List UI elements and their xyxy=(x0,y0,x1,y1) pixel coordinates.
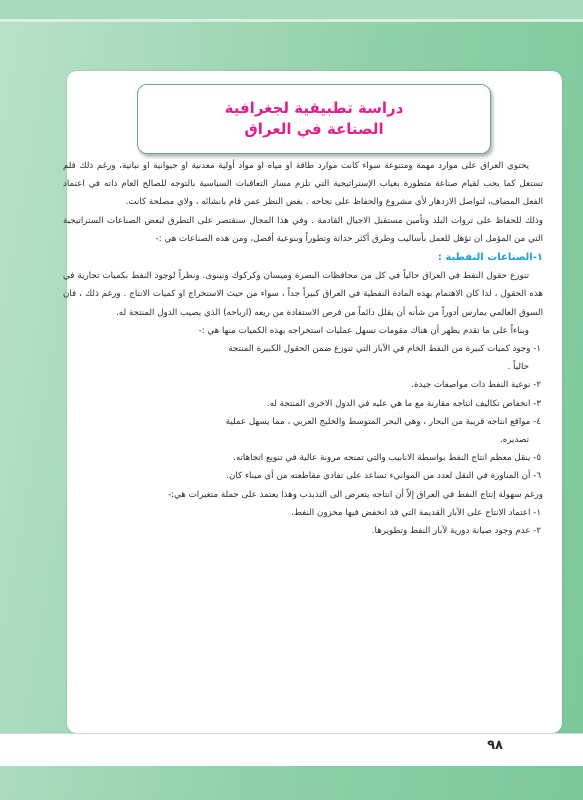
intro-paragraph-1: يحتوي العراق على موارد مهمة ومتنوعة سواء كانت موارد طاقة او مياه او مواد أولية معدنية او حيوانية او نباتية، ورغم ذلك فلم تستغل كما يجب لقيام صناعة متطورة بغياب الإستراتيجية التي تلزم مسار التعاقبات السياسية بالتوجه للصالح العام ذاته في اعتماد الفعل المضاف، لتواصل الازدهار لأي مشروع والحفاظ على نجاحه . بغض النظر عمن قام بانشائه ، ولاي مصلحة كانت. xyxy=(63,161,543,208)
variable-item-1: ١- اعتماد الانتاج على الآبار القديمة التي قد انخفض فيها مخزون النفط. xyxy=(291,507,541,518)
section-heading: ١-الصناعات النفطية : xyxy=(437,252,543,264)
list-item-4-cont: تصديره. xyxy=(499,435,529,446)
intro-paragraph-2: وذلك للحفاظ على ثروات البلد وتأمين مستقبل الاجيال القادمة . وفي هذا المجال سنقتصر على التطرق لبعض الصناعات الستراتيجية التي من المؤمل ان تؤهل للعمل بأساليب وطرق أكثر حداثة وتطوراً وبنوعية أفضل، ومن هذه الصناعات هي :- xyxy=(63,215,543,244)
variable-item-2: ٢- عدم وجود صيانة دورية لآبار النفط وتطويرها. xyxy=(371,526,541,537)
title-box xyxy=(137,84,491,154)
list-item-5: ٥- ينقل معظم انتاج النفط بواسطة الانابيب والتي تمنحه مرونة عالية في تنويع اتجاهاته. xyxy=(233,453,541,464)
list-item-6: ٦- أن المناورة في النقل لعدد من الموانيء تساعد على تفادي مقاطعته من أي ميناء كان. xyxy=(226,471,541,482)
list-item-1-cont: حالياً . xyxy=(507,362,529,373)
section-paragraph-1: تتوزع حقول النفط في العراق حالياً في كل من محافظات البصرة وميسان وكركوك ونينوى. ونظراً لوجود النفط بكميات تجارية في هذه الحقول ، لذا كان الاهتمام بهذه المادة النفطية في العراق كبيراً جداً ، سواء من حيث الاستخراج او كميات الانتاج . ورغم ذلك ، فان السوق العالمي يمارس أدوراً من شأنه أن يقلل دائماً من فرص الاستفادة من ريعه (ارباحه) الذي يصيب الدول المنتجة له. xyxy=(63,271,543,318)
page-number: ٩٨ xyxy=(487,738,503,753)
page-card xyxy=(63,71,562,733)
content-body xyxy=(63,157,543,540)
list-item-1: ١- وجود كميات كبيرة من النفط الخام في الآبار التي تتوزع ضمن الحقول الكبيرة المنتجة xyxy=(228,344,541,355)
list-item-3: ٣- انخفاض تكاليف انتاجه مقارنة مع ما هي عليه في الدول الاخرى المنتجة له. xyxy=(266,398,541,409)
top-band xyxy=(0,0,583,22)
list-item-2: ٢- نوعية النفط ذات مواصفات جيدة. xyxy=(411,380,541,391)
title-line-1: دراسة تطبيقية لجغرافية xyxy=(224,99,404,117)
list-item-4: ٤- مواقع انتاجه قريبة من البحار ، وهي البحر المتوسط والخليج العربي ، مما يسهل عملية xyxy=(225,416,541,427)
section-paragraph-2: وبناءاً على ما تقدم يظهر أن هناك مقومات تسهل عمليات استخراجه بهذه الكميات منها هي :- xyxy=(198,325,529,336)
closing-paragraph: ورغم سهولة إنتاج النفط في العراق إلاّ أن انتاجه يتعرض الى التذبذب وهذا يعتمد على جملة متغيرات هي:- xyxy=(167,489,543,500)
title-line-2: الصناعة في العراق xyxy=(244,120,384,138)
